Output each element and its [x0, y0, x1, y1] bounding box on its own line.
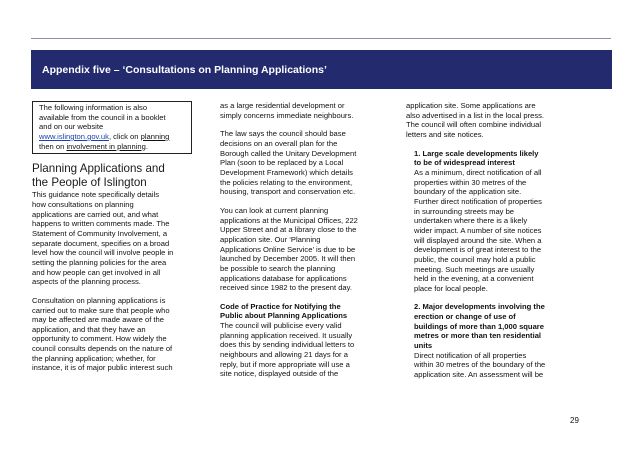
- text-line: site notice, displayed outside of the: [220, 369, 339, 379]
- info-line: [39, 142, 187, 152]
- text-line: separate document, specifies on a broad: [32, 238, 170, 248]
- text-line: 1. Large scale developments likely: [414, 148, 539, 158]
- info-line: [39, 132, 187, 142]
- text-line: as a large residential development or: [220, 101, 345, 110]
- text-line: the planning application; whether, for: [32, 353, 156, 363]
- text-line: public, the council may hold a public: [414, 254, 536, 264]
- text-line: Statement of Community Involvement, a: [32, 228, 168, 238]
- text-line: wider impact. A number of site notices: [414, 225, 542, 235]
- paragraph: [220, 321, 400, 379]
- text-line: received since 1982 to the present day.: [220, 283, 352, 293]
- info-line: available from the council in a booklet: [39, 112, 166, 122]
- text-line: simply concerns immediate neighbours.: [220, 110, 354, 120]
- text-line: place for local people.: [414, 283, 488, 293]
- text-line: how consultations on planning: [32, 199, 134, 209]
- text-line: carried out to make sure that people who: [32, 305, 170, 315]
- text-line: letters and site notices.: [406, 129, 484, 139]
- text-line: Further direct notification of properties: [414, 196, 542, 206]
- list-item-2: [406, 302, 596, 379]
- paragraph: [406, 101, 596, 140]
- list-item-heading: [414, 302, 596, 350]
- text-line: 2. Major developments involving the: [414, 302, 545, 312]
- text-line: will displayed around the site. When a: [414, 235, 542, 245]
- text-line: Development Framework) which details: [220, 167, 353, 177]
- text-line: Plan (soon to be replaced by a Local: [220, 158, 344, 168]
- list-item-heading: [414, 149, 596, 168]
- paragraph: [220, 206, 400, 293]
- list-item-1: [406, 149, 596, 294]
- text-line: undertaken where there is a likely: [414, 216, 528, 226]
- text-line: to be of widespread interest: [414, 158, 515, 168]
- column-2: [220, 101, 400, 379]
- text-line: boundary of the application site.: [414, 187, 522, 197]
- text-line: Upper Street and at a library close to the: [220, 225, 357, 235]
- paragraph: [220, 101, 400, 120]
- text-line: the policies relating to the environment,: [220, 177, 353, 187]
- text-line: application site. An assessment will be: [414, 370, 544, 380]
- appendix-banner: [31, 50, 612, 89]
- text-line: As a minimum, direct notification of all: [414, 167, 542, 177]
- text-line: Applications Online Service’ is due to be: [220, 244, 356, 254]
- text-line: properties within 30 metres of the: [414, 177, 527, 187]
- text-line: meeting. Such meetings are usually: [414, 264, 535, 274]
- text-line: Public about Planning Applications: [220, 311, 348, 321]
- text-line: Direct notification of all properties: [414, 350, 527, 360]
- paragraph: [32, 296, 212, 373]
- website-link[interactable]: www.islington.gov.uk: [39, 131, 109, 141]
- info-text: , click on: [108, 131, 139, 141]
- text-line: development is of great interest to the: [414, 245, 542, 255]
- text-line: neighbours and allowing 21 days for a: [220, 350, 348, 360]
- code-of-practice-heading: [220, 302, 400, 321]
- text-line: applications database for applications: [220, 273, 347, 283]
- text-line: may be affected are made aware of the: [32, 315, 164, 325]
- text-line: planning application received. It usually: [220, 330, 353, 340]
- info-box: [32, 101, 192, 154]
- text-line: council consults depends on the nature of: [32, 344, 173, 354]
- text-line: units: [414, 341, 433, 351]
- text-line: applications at the Municipal Offices, 222: [220, 215, 358, 225]
- section-title-line: the People of Islington: [32, 175, 147, 189]
- text-line: launched by December 2005. It will then: [220, 254, 356, 264]
- column-1: [32, 101, 212, 373]
- text-line: setting the planning policies for the area: [32, 257, 167, 267]
- text-line: be possible to search the planning: [220, 263, 336, 273]
- section-title-line: Planning Applications and: [32, 162, 165, 176]
- info-text: .: [145, 141, 148, 151]
- text-line: in surrounding streets may be: [414, 206, 515, 216]
- text-line: also advertised in a list in the local press.: [406, 110, 545, 120]
- text-line: Code of Practice for Notifying the: [220, 301, 341, 311]
- text-line: does this by sending individual letters to: [220, 340, 355, 350]
- text-line: application site. Our ‘Planning: [220, 234, 321, 244]
- text-line: opportunity to comment. How widely the: [32, 334, 167, 344]
- text-line: The council will often combine individual: [406, 120, 542, 130]
- text-line: decisions on an overall plan for the: [220, 138, 338, 148]
- text-line: aspects of the planning process.: [32, 277, 141, 287]
- info-text: then on: [39, 141, 65, 151]
- text-line: and how people can get involved in all: [32, 267, 161, 277]
- text-line: happens to written comments made. The: [32, 219, 170, 229]
- text-line: held in the evening, at a convenient: [414, 274, 534, 284]
- text-line: application site. Some applications are: [406, 101, 536, 110]
- top-rule: [31, 38, 611, 39]
- paragraph: [32, 190, 212, 287]
- planning-link[interactable]: planning: [140, 131, 170, 141]
- text-line: erection or change of use of: [414, 312, 516, 322]
- text-line: application, and that they have an: [32, 324, 146, 334]
- column-3: [406, 101, 596, 380]
- info-line: and on our website: [39, 122, 104, 132]
- text-line: instance, it is of major public interest such: [32, 363, 173, 373]
- text-line: within 30 metres of the boundary of the: [414, 360, 546, 370]
- text-line: level how the council will involve people in: [32, 248, 174, 258]
- text-line: buildings of more than 1,000 square: [414, 321, 544, 331]
- involvement-link[interactable]: involvement in planning: [66, 141, 146, 151]
- info-line: The following information is also: [39, 103, 148, 112]
- page-number: 29: [570, 416, 579, 425]
- paragraph: [414, 168, 596, 294]
- appendix-title: Appendix five – ‘Consultations on Planning Applications’: [42, 64, 327, 76]
- text-line: The council will publicise every valid: [220, 321, 342, 331]
- paragraph: [220, 129, 400, 197]
- text-line: housing, transport and conservation etc.: [220, 187, 356, 197]
- text-line: reply, but if more appropriate will use a: [220, 359, 350, 369]
- text-line: You can look at current planning: [220, 205, 329, 215]
- text-line: This guidance note specifically details: [32, 190, 160, 200]
- text-line: metres or more than ten residential: [414, 331, 542, 341]
- text-line: applications are carried out, and what: [32, 209, 159, 219]
- text-line: The law says the council should base: [220, 129, 346, 139]
- text-line: Consultation on planning applications is: [32, 295, 166, 305]
- text-line: Borough called the Unitary Development: [220, 148, 357, 158]
- section-title: [32, 162, 212, 189]
- paragraph: [414, 351, 596, 380]
